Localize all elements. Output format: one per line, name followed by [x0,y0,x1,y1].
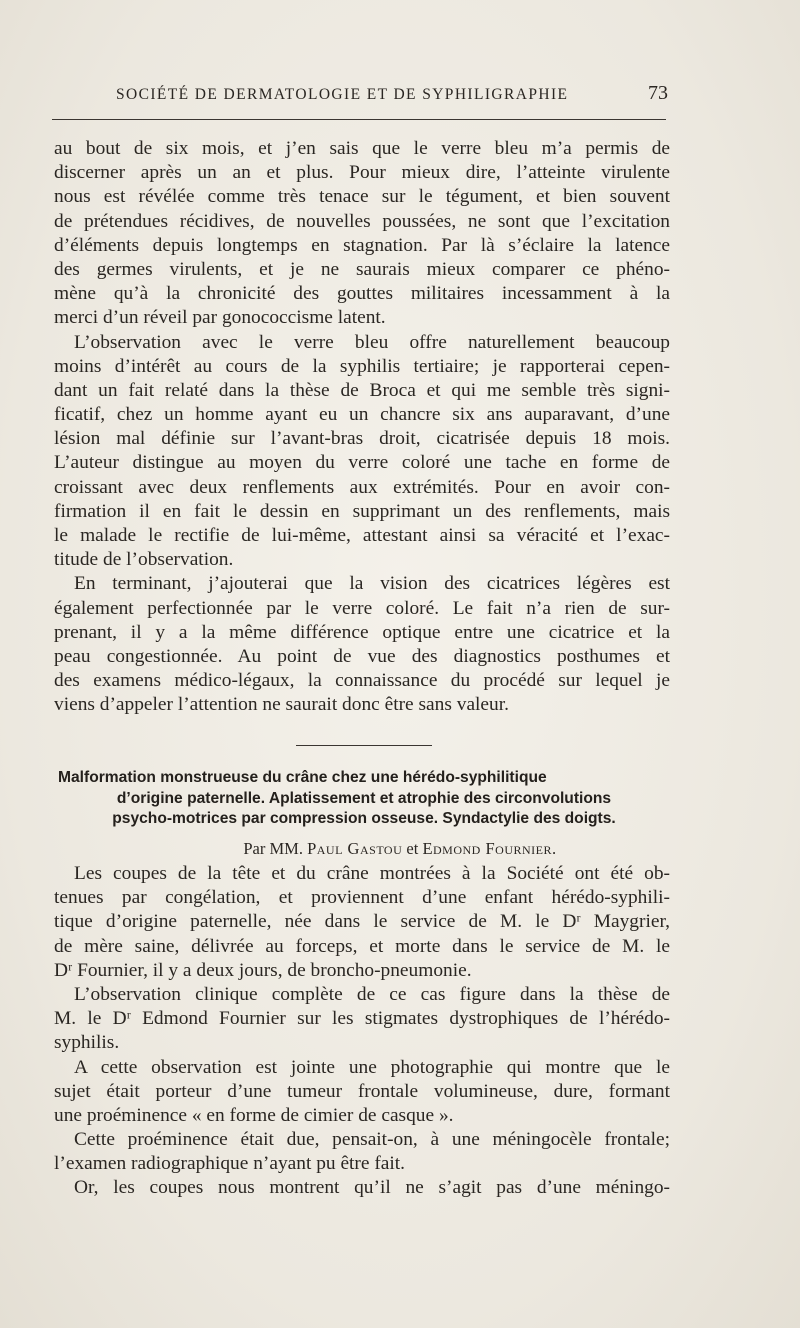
text-line: une proéminence « en forme de cimier de casque ». [54,1104,454,1126]
text-line: L’auteur distingue au moyen du verre coloré une tache en forme de [54,452,670,474]
running-title: SOCIÉTÉ DE DERMATOLOGIE ET DE SYPHILIGRAPHIE [116,86,569,103]
text-line: au bout de six mois, et j’en sais que le verre bleu m’a permis de [54,138,670,159]
text-line: de mère saine, délivrée au forceps, et morte dans le service de M. le [54,935,670,957]
page-number: 73 [648,82,668,104]
section-separator [296,745,432,746]
text-line: sujet était porteur d’une tumeur frontale volumineuse, dure, formant [54,1080,670,1102]
text-line: croissant avec deux renflements aux extrémités. Pour en avoir con- [54,476,670,498]
text-line: tenues par congélation, et proviennent d’une enfant hérédo-syphili- [54,887,670,909]
text-line: viens d’appeler l’attention ne saurait donc être sans valeur. [54,694,509,716]
text-line: En terminant, j’ajouterai que la vision des cicatrices légères est [74,573,670,595]
text-line: moins d’intérêt au cours de la syphilis tertiaire; je rapporterai cepen- [54,355,670,377]
text-line: le malade le rectifie de lui-même, attestant ainsi sa véracité et l’exac- [54,525,670,546]
article-title-line: Malformation monstrueuse du crâne chez une hérédo-syphilitique [58,769,547,786]
text-line: lésion mal définie sur l’avant-bras droit, cicatrisée depuis 18 mois. [54,428,670,450]
text-line: Or, les coupes nous montrent qu’il ne s’agit pas d’une méningo- [74,1177,670,1199]
author-name: Edmond Fournier. [422,839,557,858]
text-line: merci d’un réveil par gonococcisme latent. [54,307,386,329]
text-line: titude de l’observation. [54,549,234,571]
text-line: M. le Dʳ Edmond Fournier sur les stigmates dystrophiques de l’hérédo- [54,1008,670,1030]
author-name: Paul Gastou [307,839,403,858]
authors-prefix: Par MM. [243,839,303,858]
text-line: prenant, il y a la même différence optique entre une cicatrice et la [54,621,670,643]
text-line: l’examen radiographique n’ayant pu être fait. [54,1153,406,1175]
text-line: A cette observation est jointe une photographie qui montre que le [74,1056,670,1078]
authors-conjunction: et [406,839,419,858]
text-line: syphilis. [54,1032,120,1054]
text-line: discerner après un an et plus. Pour mieux dire, l’atteinte virulente [54,162,670,184]
text-line: de prétendues récidives, de nouvelles poussées, ne sont que l’excitation [54,210,670,232]
text-line: également perfectionnée par le verre coloré. Le fait n’a rien de sur- [54,597,670,619]
text-line: des examens médico-légaux, la connaissance du procédé sur lequel je [54,670,670,692]
text-line: mène qu’à la chronicité des gouttes militaires incessamment à la [54,283,670,305]
text-line: firmation il en fait le dessin en supprimant un des renflements, mais [54,500,670,522]
article-title-line: d’origine paternelle. Aplatissement et atrophie des circonvolutions [116,789,612,807]
text-line: dant un fait relaté dans la thèse de Broca et qui me semble très signi- [54,379,670,401]
text-line: Cette proéminence était due, pensait-on, à une méningocèle frontale; [74,1129,670,1151]
text-line: peau congestionnée. Au point de vue des diagnostics posthumes et [54,645,670,667]
body-text-section-2 [54,862,670,1201]
text-line: Dʳ Fournier, il y a deux jours, de broncho-pneumonie. [54,959,472,981]
text-line: d’éléments depuis longtemps en stagnation. Par là s’éclaire la latence [54,234,670,256]
text-line: tique d’origine paternelle, née dans le service de M. le Dʳ Maygrier, [54,911,670,933]
text-line: Les coupes de la tête et du crâne montrées à la Société ont été ob- [74,863,670,884]
text-line: des germes virulents, et je ne saurais mieux comparer ce phéno- [54,258,670,280]
text-line: L’observation clinique complète de ce cas figure dans la thèse de [74,983,670,1005]
article-title-line: psycho-motrices par compression osseuse. Syndactylie des doigts. [112,810,616,827]
article-authors [0,838,800,860]
text-line: L’observation avec le verre bleu offre naturellement beaucoup [74,331,670,353]
article-title [58,768,670,830]
text-line: nous est révélée comme très tenace sur le tégument, et bien souvent [54,186,670,208]
running-head [50,80,670,110]
header-rule [52,119,666,120]
body-text-section-1 [54,137,670,718]
text-line: ficatif, chez un homme ayant eu un chancre six ans auparavant, d’une [54,404,670,426]
